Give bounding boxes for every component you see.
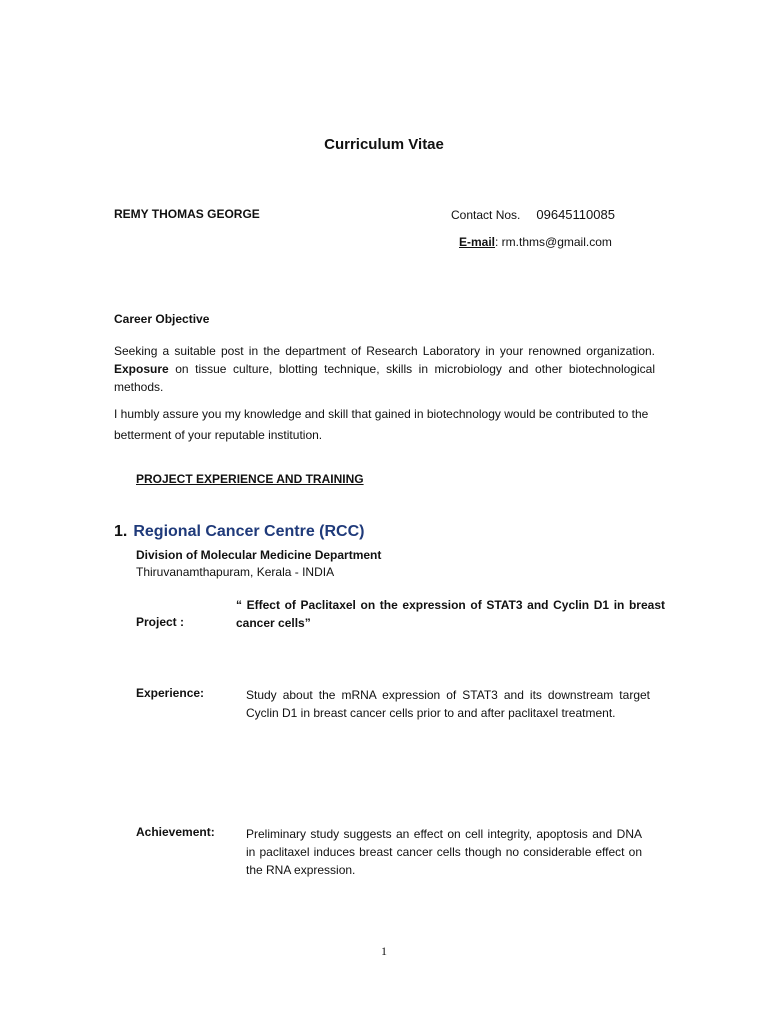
division-name: Division of Molecular Medicine Department [136,548,382,562]
objective-text-b: on tissue culture, blotting technique, skills in microbiology and other biotechnological methods. [114,362,655,394]
email-line [459,235,612,249]
project-label: Project : [136,615,185,629]
experience-text: Study about the mRNA expression of STAT3 and its downstream target Cyclin D1 in breast cancer cells prior to and after paclitaxel treatment. [246,688,650,720]
institution-name: Regional Cancer Centre (RCC) [133,523,365,540]
email-label: E-mail [459,235,496,249]
contact-line [451,207,615,222]
achievement-text: Preliminary study suggests an effect on cell integrity, apoptosis and DNA in paclitaxel induces breast cancer cells though no considerable effect on the RNA expression. [246,827,642,877]
projects-heading: PROJECT EXPERIENCE AND TRAINING [136,472,364,486]
career-objective-paragraph [114,342,655,396]
project-number: 1. [114,523,128,540]
achievement-label: Achievement: [136,825,215,839]
page-number: 1 [381,944,387,958]
contact-label: Contact Nos. [451,208,521,222]
candidate-name: REMY THOMAS GEORGE [114,207,260,221]
contact-number: 09645110085 [536,207,615,222]
institution-location: Thiruvanamthapuram, Kerala - INDIA [136,565,335,579]
project-title: “ Effect of Paclitaxel on the expression of STAT3 and Cyclin D1 in breast cancer cells” [236,598,665,630]
objective-text-a: Seeking a suitable post in the department of Research Laboratory in your renowned organization. [114,344,655,358]
email-value: : rm.thms@gmail.com [495,235,612,249]
institution-heading [114,523,365,541]
document-title: Curriculum Vitae [324,136,444,153]
assurance-paragraph: I humbly assure you my knowledge and skill that gained in biotechnology would be contributed to the betterment of your reputable institution. [114,407,649,442]
career-objective-heading: Career Objective [114,312,210,326]
experience-label: Experience: [136,686,205,700]
objective-exposure-bold: Exposure [114,362,169,376]
